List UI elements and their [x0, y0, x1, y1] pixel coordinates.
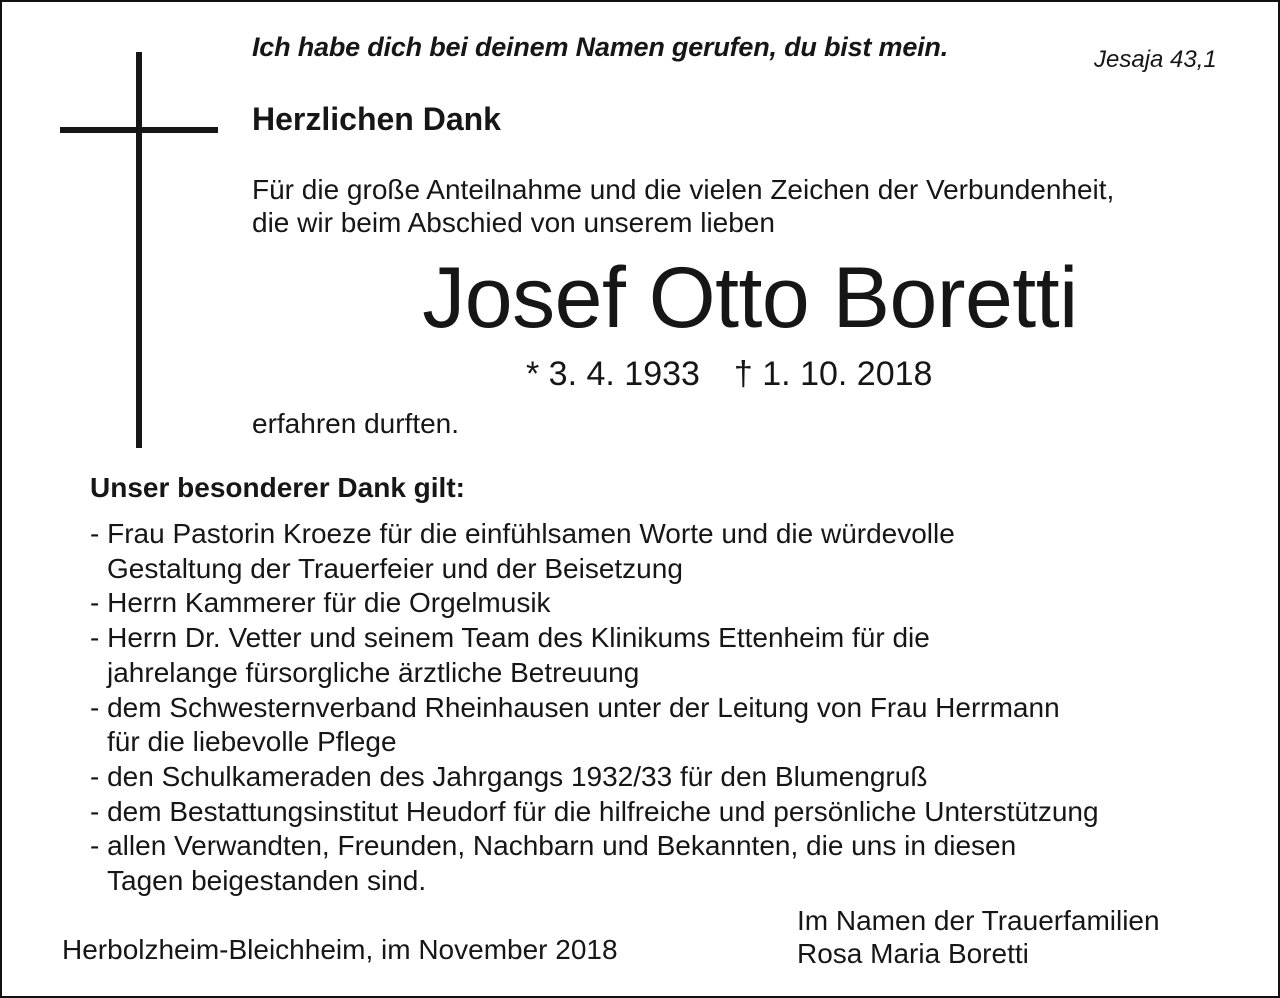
intro-text: [252, 173, 1114, 239]
thanks-list: [90, 517, 1099, 899]
list-item-line: für die liebevolle Pflege: [107, 726, 397, 758]
list-item: [90, 760, 1099, 795]
signature-line: Rosa Maria Boretti: [797, 938, 1029, 969]
bible-verse: Ich habe dich bei deinem Namen gerufen, du bist mein.: [252, 32, 949, 62]
intro-line: die wir beim Abschied von unserem lieben: [252, 207, 775, 238]
list-item-line: Tagen beigestanden sind.: [107, 865, 427, 897]
list-item-line: - dem Bestattungsinstitut Heudorf für die hilfreiche und persönliche Unterstützung: [90, 795, 1099, 827]
death-date: † 1. 10. 2018: [733, 355, 933, 393]
list-item-line: - Herrn Dr. Vetter und seinem Team des Klinikums Ettenheim für die: [90, 622, 930, 654]
list-item-line: - Frau Pastorin Kroeze für die einfühlsamen Worte und die würdevolle: [90, 518, 955, 549]
cross-vertical-bar: [136, 52, 142, 448]
list-item: [90, 517, 1099, 586]
list-item-line: - dem Schwesternverband Rheinhausen unter der Leitung von Frau Herrmann: [90, 691, 1060, 723]
cross-horizontal-bar: [60, 127, 218, 133]
intro-line: Für die große Anteilnahme und die vielen Zeichen der Verbundenheit,: [252, 174, 1115, 205]
verse-reference: Jesaja 43,1: [1094, 46, 1217, 73]
place-and-date: Herbolzheim-Bleichheim, im November 2018: [62, 934, 618, 965]
thanks-heading: Herzlichen Dank: [252, 101, 501, 137]
signature-block: [797, 904, 1160, 970]
intro-closing-line: erfahren durften.: [252, 408, 460, 439]
signature-line: Im Namen der Trauerfamilien: [797, 905, 1160, 936]
special-thanks-heading: Unser besonderer Dank gilt:: [90, 472, 465, 503]
list-item: [90, 691, 1099, 760]
birth-date: * 3. 4. 1933: [526, 355, 700, 393]
list-item: [90, 795, 1099, 830]
deceased-name: Josef Otto Boretti: [422, 250, 1078, 346]
list-item-line: - Herrn Kammerer für die Orgelmusik: [90, 587, 551, 619]
list-item: [90, 586, 1099, 621]
list-item: [90, 829, 1099, 898]
list-item-line: - allen Verwandten, Freunden, Nachbarn und Bekannten, die uns in diesen: [90, 830, 1017, 862]
list-item-line: jahrelange fürsorgliche ärztliche Betreuung: [107, 656, 640, 688]
life-dates: [526, 355, 932, 393]
list-item-line: Gestaltung der Trauerfeier und der Beisetzung: [107, 552, 683, 584]
list-item-line: - den Schulkameraden des Jahrgangs 1932/33 für den Blumengruß: [90, 760, 928, 792]
list-item: [90, 621, 1099, 690]
